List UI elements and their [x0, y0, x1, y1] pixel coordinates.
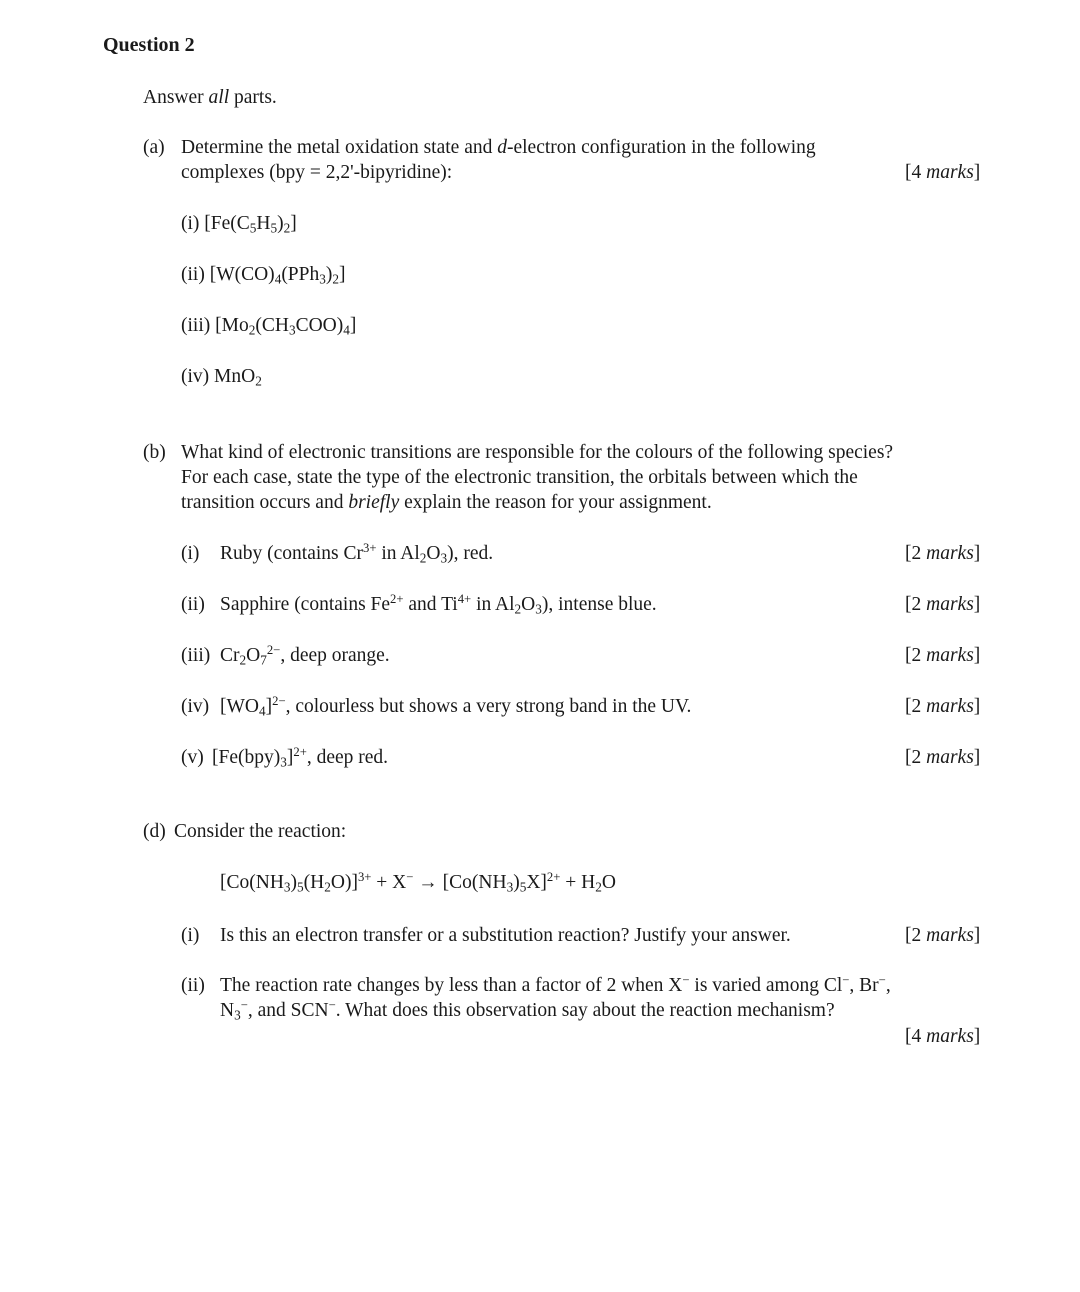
part-a-item-iv — [181, 365, 262, 389]
part-b-line3-emphasis: briefly — [348, 492, 400, 513]
part-b-item-v-label: (v) — [181, 747, 204, 768]
part-d-item-i-text: Is this an electron transfer or a substitution reaction? Justify your answer. — [220, 925, 791, 946]
part-a-item-i — [181, 212, 297, 236]
part-a-item-iv-formula: MnO$_2$ — [214, 366, 262, 389]
part-b-line3 — [181, 491, 712, 515]
part-a-marks-open: [4 — [905, 162, 927, 183]
part-b-item-i-marks: [2 marks] — [905, 543, 981, 564]
part-d-item-i-label: (i) — [181, 925, 200, 946]
part-d-intro: Consider the reaction: — [174, 821, 347, 842]
part-b-line2: For each case, state the type of the electronic transition, the orbitals between which the — [181, 467, 858, 488]
question-title: Question 2 — [103, 34, 195, 56]
part-b-item-iii-label: (iii) — [181, 645, 211, 666]
part-b-item-iii-text: $Cr_2O_7^{2-}$, deep orange. — [220, 643, 390, 668]
part-b-item-iii-marks: [2 marks] — [905, 645, 981, 666]
part-a-item-iii-formula: $[Mo_2(CH_3COO)_4]$ — [215, 315, 357, 338]
part-a-marks-word: marks — [926, 162, 974, 183]
part-b-item-ii-marks: [2 marks] — [905, 594, 981, 615]
part-d-item-ii-line2: $N_3^-$, and SCN−. What does this observation say about the reaction mechanism? — [220, 998, 835, 1023]
instruction-emphasis: all — [208, 87, 230, 108]
part-b-line1: What kind of electronic transitions are responsible for the colours of the following species? — [181, 442, 894, 463]
part-a-item-ii-formula: $[W(CO)_4(PPh_3)_2]$ — [209, 264, 346, 287]
part-a-item-ii-label: (ii) — [181, 264, 205, 285]
part-d-item-i-marks: [2 marks] — [905, 925, 981, 946]
part-b-item-iv-label: (iv) — [181, 696, 210, 717]
part-d-label: (d) — [143, 821, 166, 842]
instruction-prefix: Answer — [143, 87, 209, 108]
part-b-item-i-text: Ruby (contains $Cr^{3+}$ in $Al_2O_3$), red. — [220, 541, 494, 566]
part-a-item-i-label: (i) — [181, 213, 200, 234]
part-d-item-ii-label: (ii) — [181, 975, 205, 996]
part-a-label: (a) — [143, 137, 165, 158]
part-a-item-iv-label: (iv) — [181, 366, 210, 387]
part-b-label: (b) — [143, 442, 166, 463]
instruction — [143, 86, 277, 110]
part-b-item-v-text: $[Fe(bpy)_3]^{2+}$, deep red. — [212, 745, 389, 770]
part-a-item-iii-label: (iii) — [181, 315, 211, 336]
part-a-item-i-formula: $[Fe(C_5H_5)_2]$ — [204, 213, 297, 236]
part-a-line1-prefix: Determine the metal oxidation state and — [181, 137, 498, 158]
part-d-item-ii-marks: [4 marks] — [905, 1026, 981, 1047]
part-d-reaction: $[Co(NH_3)_5(H_2O)]^{3+} + X^- \to [Co(NH_3)_5X]^{2+} + H_2O$ — [220, 870, 616, 895]
part-b-item-iv-text: $[WO_4]^{2-}$, colourless but shows a very strong band in the UV. — [220, 694, 692, 719]
part-a-line1-emphasis: d — [497, 137, 507, 158]
part-a-item-iii — [181, 314, 356, 338]
part-b-item-v-marks: [2 marks] — [905, 747, 981, 768]
part-a-item-ii — [181, 263, 346, 287]
part-b-item-ii-text: Sapphire (contains $Fe^{2+}$ and $Ti^{4+}$ in $Al_2O_3$), intense blue. — [220, 592, 657, 617]
part-a-line2: complexes (bpy = 2,2'-bipyridine): — [181, 162, 453, 183]
instruction-suffix: parts. — [229, 87, 277, 108]
part-b-item-iv-marks: [2 marks] — [905, 696, 981, 717]
part-a-line1-suffix: -electron configuration in the following — [506, 137, 816, 158]
part-a-marks — [905, 161, 980, 185]
part-b-item-i-label: (i) — [181, 543, 200, 564]
part-a-marks-close: ] — [973, 162, 981, 183]
part-b-item-ii-label: (ii) — [181, 594, 205, 615]
part-b-line3-suffix: explain the reason for your assignment. — [399, 492, 712, 513]
part-b-line3-prefix: transition occurs and — [181, 492, 349, 513]
part-d-item-ii-line1: The reaction rate changes by less than a factor of 2 when X− is varied among Cl−, Br−, — [220, 973, 891, 996]
part-a-line1 — [181, 136, 816, 160]
